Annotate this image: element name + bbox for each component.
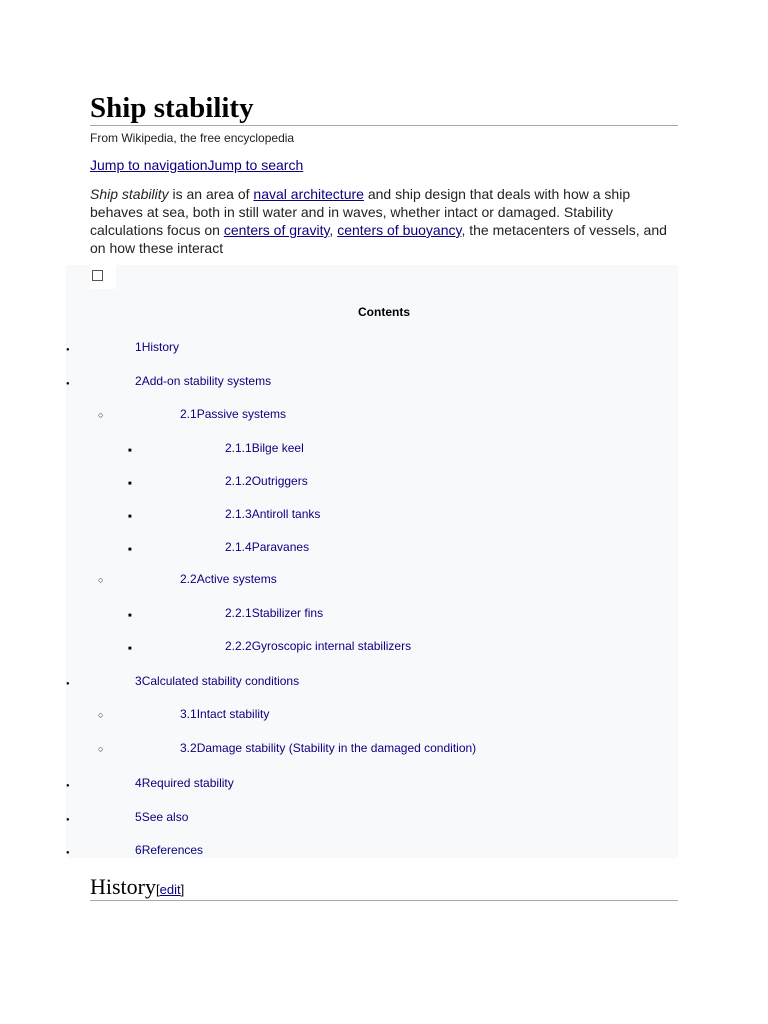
bullet-icon (66, 339, 70, 358)
centers-of-buoyancy-link[interactable]: centers of buoyancy (337, 222, 462, 238)
toc-item-calculated-stability-conditions[interactable]: 3Calculated stability conditions (135, 674, 300, 688)
section-divider (90, 900, 678, 901)
naval-architecture-link[interactable]: naval architecture (253, 186, 364, 202)
toc-item-see-also[interactable]: 5See also (135, 810, 189, 824)
edit-section-link-wrapper (156, 882, 184, 897)
bullet-icon (66, 373, 70, 392)
bullet-icon (128, 605, 132, 624)
toc-item-required-stability[interactable]: 4Required stability (135, 776, 234, 790)
toc-item-passive-systems[interactable]: 2.1Passive systems (180, 407, 287, 421)
toc-item-gyroscopic-internal-stabilizers[interactable]: 2.2.2Gyroscopic internal stabilizers (225, 639, 412, 653)
bullet-icon (128, 473, 132, 492)
jump-links (90, 156, 303, 174)
bullet-icon (98, 406, 103, 423)
bullet-icon (98, 706, 103, 723)
centers-of-gravity-link[interactable]: centers of gravity (223, 222, 330, 238)
toc-item-add-on-stability-systems[interactable]: 2Add-on stability systems (135, 374, 272, 388)
section-heading-text: History (90, 874, 156, 899)
toc-item-outriggers[interactable]: 2.1.2Outriggers (225, 474, 308, 488)
edit-section-link[interactable]: edit (159, 882, 181, 897)
intro-text-4: , the metacenters of vessels, and on how these interact (90, 222, 667, 256)
intro-text-1: is an area of (168, 186, 254, 202)
jump-to-navigation-link[interactable]: Jump to navigation (90, 157, 208, 173)
intro-term: Ship stability (90, 186, 169, 202)
bullet-icon (98, 571, 103, 588)
jump-to-search-link[interactable]: Jump to search (207, 157, 304, 173)
bullet-icon (66, 842, 70, 861)
bullet-icon (66, 673, 70, 692)
toc-item-bilge-keel[interactable]: 2.1.1Bilge keel (225, 441, 304, 455)
toc-toggle-checkbox[interactable] (92, 270, 103, 281)
bullet-icon (98, 740, 103, 757)
edit-bracket-close: ] (180, 882, 185, 897)
toc-item-stabilizer-fins[interactable]: 2.2.1Stabilizer fins (225, 606, 324, 620)
toc-title: Contents (358, 305, 410, 319)
toc-item-intact-stability[interactable]: 3.1Intact stability (180, 707, 270, 721)
bullet-icon (128, 539, 132, 558)
intro-text-2: and ship design that deals with how a ship behaves at sea, both in still water and in waves, whether intact or damaged. Stability calculations focus on (90, 186, 631, 238)
toc-item-active-systems[interactable]: 2.2Active systems (180, 572, 277, 586)
toc-item-history[interactable]: 1History (135, 340, 180, 354)
bullet-icon (128, 638, 132, 657)
bullet-icon (66, 775, 70, 794)
title-divider (90, 125, 678, 126)
toc-item-antiroll-tanks[interactable]: 2.1.3Antiroll tanks (225, 507, 321, 521)
intro-text-3: , (329, 222, 338, 238)
toc-item-paravanes[interactable]: 2.1.4Paravanes (225, 540, 310, 554)
bullet-icon (128, 440, 132, 459)
site-tagline: From Wikipedia, the free encyclopedia (90, 131, 295, 145)
bullet-icon (128, 506, 132, 525)
page-title: Ship stability (90, 92, 254, 124)
edit-bracket-open: [ (156, 882, 160, 897)
toc-item-damage-stability[interactable]: 3.2Damage stability (Stability in the damaged condition) (180, 741, 477, 755)
toc-item-references[interactable]: 6References (135, 843, 204, 857)
intro-paragraph (90, 185, 680, 257)
bullet-icon (66, 809, 70, 828)
